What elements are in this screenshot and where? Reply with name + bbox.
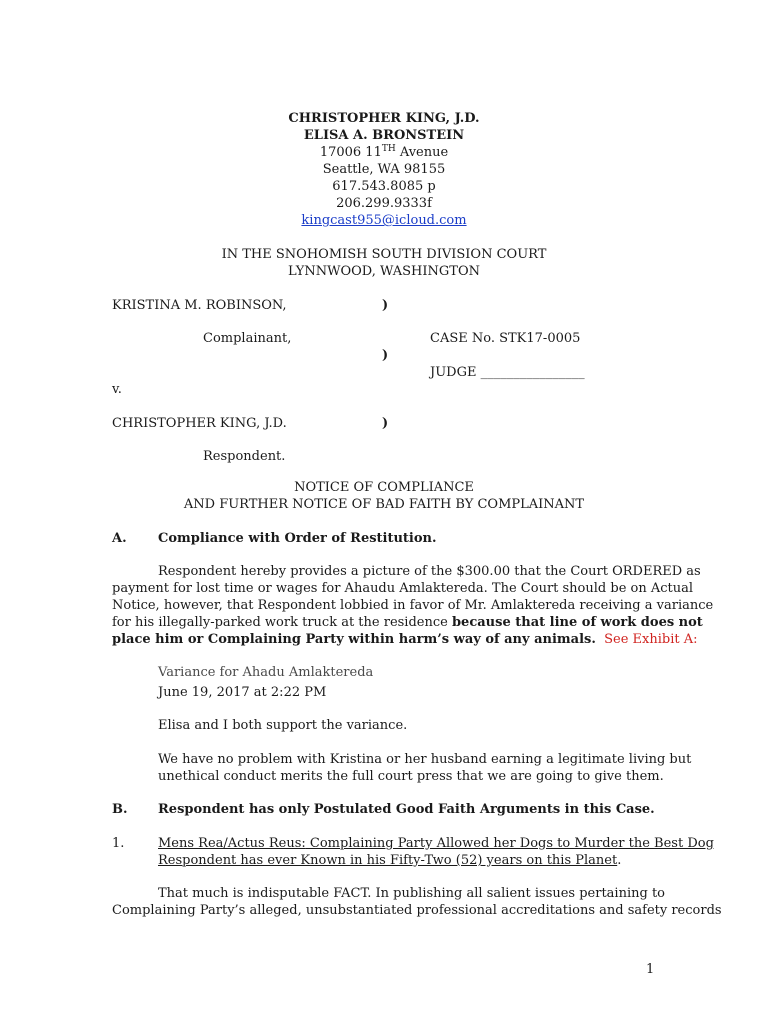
complainant-name: KRISTINA M. ROBINSON, — [112, 298, 287, 313]
address-street: Avenue — [395, 145, 449, 160]
judge-line: JUDGE ________________ — [430, 365, 585, 380]
street-address — [0, 144, 768, 161]
item-1-text-2: Respondent has ever Known in his Fifty-Two (52) years on this Planet — [158, 853, 618, 868]
item-1-label: Mens Rea/Actus Reus: — [158, 836, 306, 851]
section-a-line-4 — [112, 614, 703, 631]
court-name: IN THE SNOHOMISH SOUTH DIVISION COURT — [221, 247, 547, 262]
section-a-line-3: Notice, however, that Respondent lobbied in favor of Mr. Amlaktereda receiving a variance — [112, 598, 714, 613]
section-a-line-5 — [112, 631, 698, 648]
city-state-zip: Seattle, WA 98155 — [322, 162, 446, 177]
email-body-line-1: Elisa and I both support the variance. — [158, 718, 408, 733]
versus: v. — [112, 382, 122, 397]
complainant-role: Complainant, — [203, 331, 292, 346]
item-1-text-1: Complaining Party Allowed her Dogs to Murder the Best Dog — [305, 836, 714, 851]
email-date: June 19, 2017 at 2:22 PM — [158, 685, 327, 700]
email-body-line-2: We have no problem with Kristina or her husband earning a legitimate living but — [158, 752, 692, 767]
section-b-heading: Respondent has only Postulated Good Faith Arguments in this Case. — [158, 802, 655, 817]
page-number: 1 — [646, 962, 655, 977]
attorney-name: CHRISTOPHER KING, J.D. — [288, 111, 480, 126]
closing-line-1: That much is indisputable FACT. In publishing all salient issues pertaining to — [158, 886, 665, 901]
address-ordinal: TH — [381, 144, 396, 154]
caption-paren: ) — [382, 298, 389, 313]
closing-line-2: Complaining Party’s alleged, unsubstantiated professional accreditations and safety records — [112, 903, 722, 918]
section-a-emphasis-2: place him or Complaining Party within harm’s way of any animals. — [112, 632, 596, 647]
section-a-emphasis-1: because that line of work does not — [451, 615, 703, 630]
caption-paren: ) — [382, 416, 389, 431]
caption-paren: ) — [382, 348, 389, 363]
section-a-heading: Compliance with Order of Restitution. — [158, 531, 437, 546]
section-b-letter: B. — [112, 802, 128, 817]
exhibit-reference: See Exhibit A: — [604, 632, 698, 647]
section-a-line-4-text: for his illegally-parked work truck at the residence — [112, 615, 452, 630]
email-body-line-3: unethical conduct merits the full court press that we are going to give them. — [158, 769, 664, 784]
item-1-line-2 — [158, 852, 621, 869]
email-subject: Variance for Ahadu Amlaktereda — [158, 665, 374, 680]
section-a-letter: A. — [112, 531, 127, 546]
notice-title: NOTICE OF COMPLIANCE — [294, 480, 474, 495]
item-1-line-1 — [158, 835, 714, 852]
section-a-line-1: Respondent hereby provides a picture of the $300.00 that the Court ORDERED as — [158, 564, 701, 579]
fax-number: 206.299.9333f — [336, 196, 432, 211]
court-location: LYNNWOOD, WASHINGTON — [288, 264, 480, 279]
address-number: 17006 11 — [319, 145, 382, 160]
respondent-name: CHRISTOPHER KING, J.D. — [112, 416, 287, 431]
section-a-line-2: payment for lost time or wages for Ahaudu Amlaktereda. The Court should be on Actual — [112, 581, 694, 596]
email-line — [0, 212, 768, 229]
co-party-name: ELISA A. BRONSTEIN — [303, 128, 465, 143]
item-1-number: 1. — [112, 836, 125, 851]
item-1-period: . — [617, 853, 622, 868]
phone-number: 617.543.8085 p — [332, 179, 436, 194]
case-number: CASE No. STK17-0005 — [430, 331, 581, 346]
email-link[interactable]: kingcast955@icloud.com — [301, 213, 467, 228]
respondent-role: Respondent. — [203, 449, 286, 464]
notice-subtitle: AND FURTHER NOTICE OF BAD FAITH BY COMPLAINANT — [183, 497, 585, 512]
